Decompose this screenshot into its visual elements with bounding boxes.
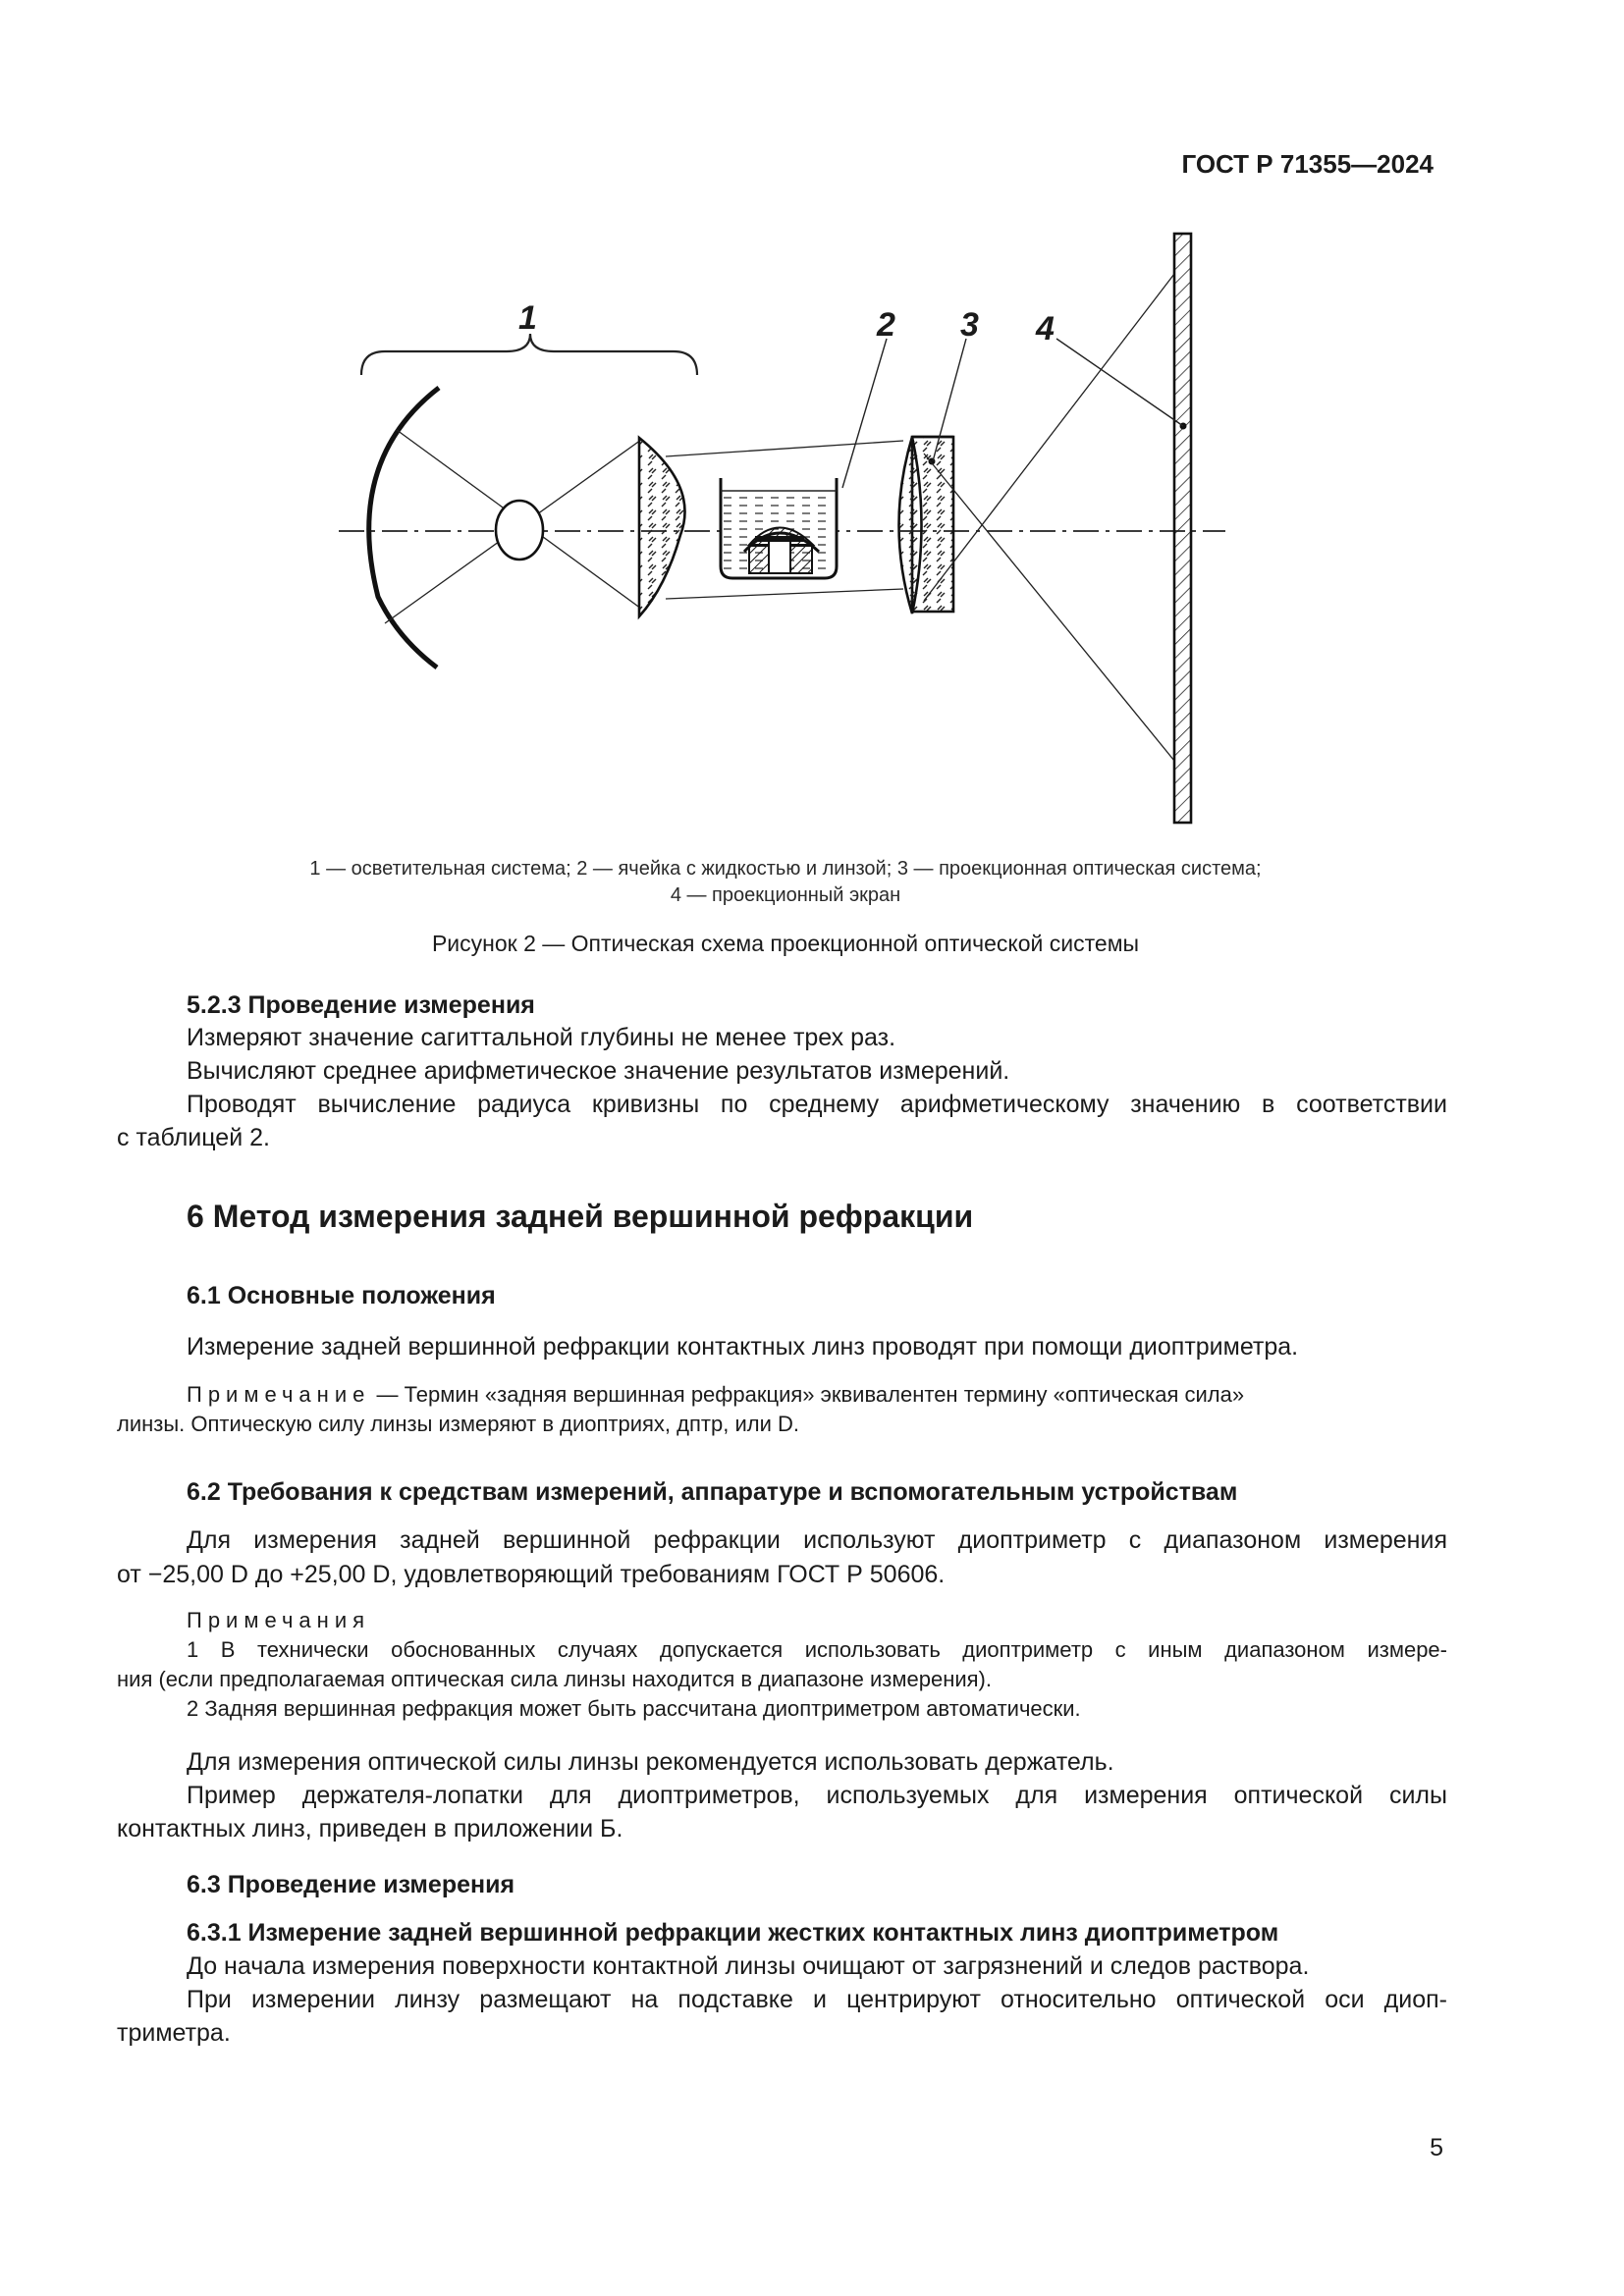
optical-scheme-figure (295, 224, 1276, 842)
paragraph: с таблицей 2. (117, 1124, 270, 1151)
page-number: 5 (1430, 2134, 1443, 2162)
paragraph: Проводят вычисление радиуса кривизны по среднему арифметическому значению в соответствии (187, 1091, 1447, 1118)
note-text: ния (если предполагаемая оптическая сила линзы находится в диапазоне измерения). (117, 1667, 992, 1691)
paragraph: Измеряют значение сагиттальной глубины не менее трех раз. (187, 1024, 896, 1051)
figure-legend-line-2: 4 — проекционный экран (670, 884, 901, 906)
note-text: линзы. Оптическую силу линзы измеряют в диоптриях, дптр, или D. (117, 1412, 799, 1436)
paragraph: При измерении линзу размещают на подставке и центрируют относительно оптической оси диоп- (187, 1986, 1447, 2013)
figure-label-3: 3 (960, 306, 979, 344)
figure-legend-line-1: 1 — осветительная система; 2 — ячейка с жидкостью и линзой; 3 — проекционная оптическая система; (309, 858, 1262, 880)
condenser-lens (639, 438, 685, 616)
paragraph: Измерение задней вершинной рефракции контактных линз проводят при помощи диоптриметра. (187, 1333, 1299, 1361)
paragraph: от −25,00 D до +25,00 D, удовлетворяющий требованиям ГОСТ Р 50606. (117, 1561, 946, 1588)
note-text: 2 Задняя вершинная рефракция может быть рассчитана диоптриметром автоматически. (187, 1696, 1081, 1721)
note-label: Примечание (187, 1382, 371, 1407)
figure-label-4: 4 (1036, 310, 1055, 347)
note-text: — Термин «задняя вершинная рефракция» эквивалентен термину «оптическая сила» (376, 1382, 1245, 1407)
note-text: 1 В технически обоснованных случаях допускается использовать диоптриметр с иным диапазоном измере- (187, 1637, 1447, 1662)
section-5-2-3-title: 5.2.3 Проведение измерения (187, 991, 535, 1019)
liquid-cell (721, 478, 837, 578)
paragraph: До начала измерения поверхности контактной линзы очищают от загрязнений и следов раствора. (187, 1952, 1310, 1980)
projection-screen (1174, 234, 1191, 823)
notes-label: Примечания (187, 1608, 371, 1632)
section-6-3-title: 6.3 Проведение измерения (187, 1871, 515, 1898)
paragraph: триметра. (117, 2019, 231, 2047)
figure-label-1: 1 (518, 299, 537, 337)
figure-caption: Рисунок 2 — Оптическая схема проекционной оптической системы (431, 931, 1140, 956)
paragraph: контактных линз, приведен в приложении Б. (117, 1815, 623, 1842)
paragraph: Вычисляют среднее арифметическое значение результатов измерений. (187, 1057, 1010, 1085)
section-6-3-1-title: 6.3.1 Измерение задней вершинной рефракции жестких контактных линз диоптриметром (187, 1919, 1279, 1947)
paragraph: Для измерения задней вершинной рефракции используют диоптриметр с диапазоном измерения (187, 1526, 1447, 1554)
paragraph: Для измерения оптической силы линзы рекомендуется использовать держатель. (187, 1748, 1114, 1776)
document-code: ГОСТ Р 71355—2024 (1181, 149, 1434, 179)
section-6-1-title: 6.1 Основные положения (187, 1282, 496, 1309)
note-line (187, 1380, 1447, 1410)
brace-1 (361, 334, 697, 375)
section-6-2-title: 6.2 Требования к средствам измерений, аппаратуре и вспомогательным устройствам (187, 1478, 1238, 1506)
reflector-mirror (369, 388, 439, 667)
projection-optics (899, 437, 954, 614)
lamp (496, 501, 543, 560)
figure-label-2: 2 (877, 306, 895, 344)
section-6-title: 6 Метод измерения задней вершинной рефракции (187, 1199, 974, 1234)
paragraph: Пример держателя-лопатки для диоптриметров, используемых для измерения оптической силы (187, 1782, 1447, 1809)
